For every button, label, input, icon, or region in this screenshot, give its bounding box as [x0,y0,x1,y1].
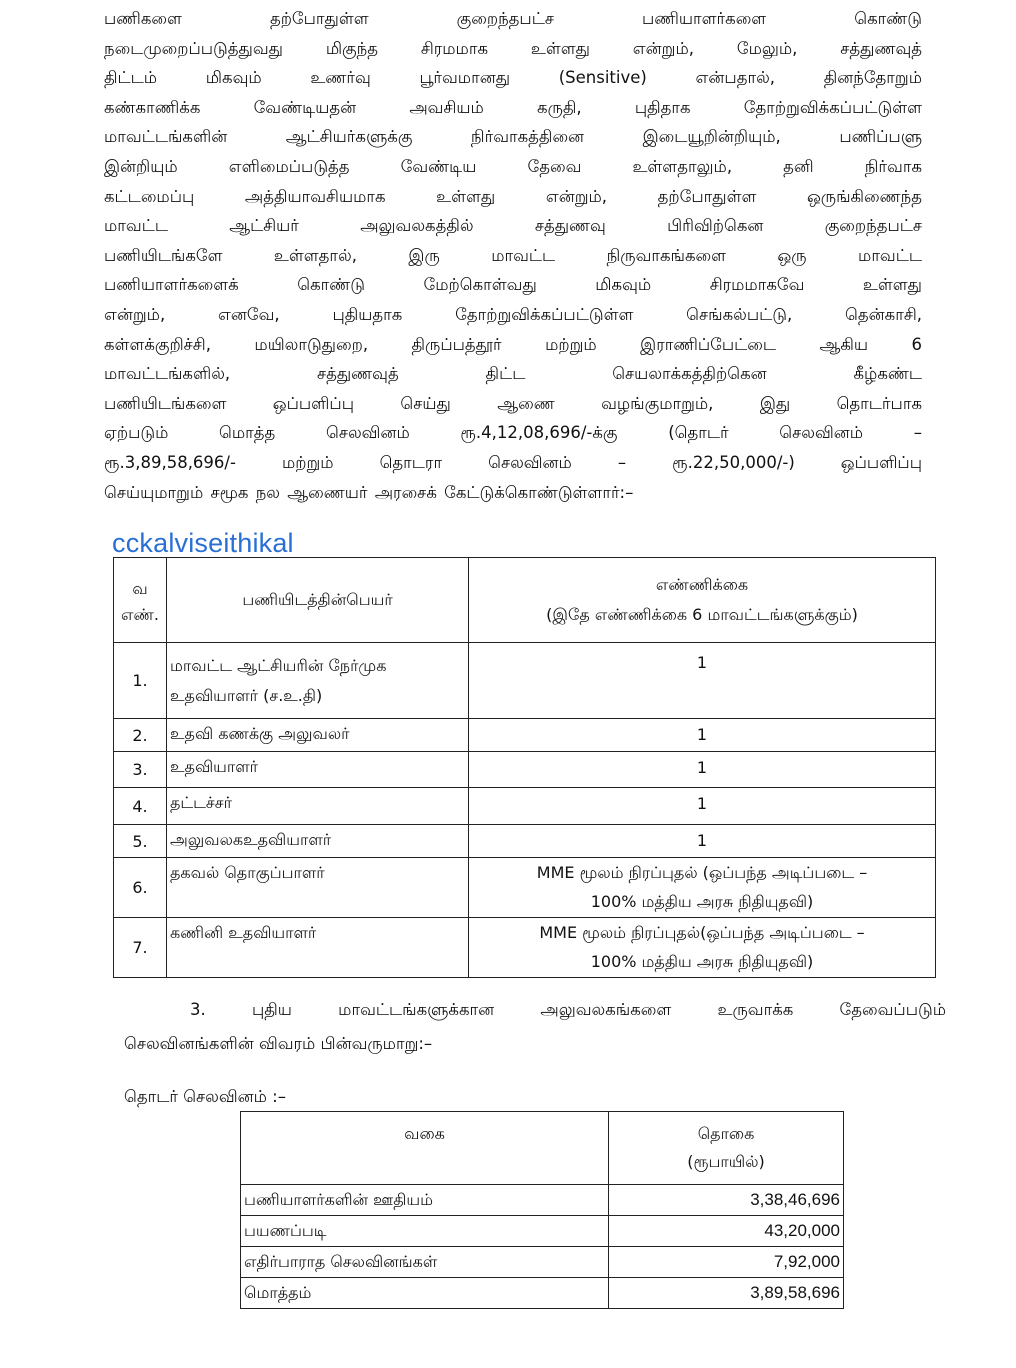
post-name-line1: கணினி உதவியாளர் [170,923,317,942]
post-count-line2: 100% மத்திய அரசு நிதியுதவி) [590,952,814,971]
post-count-line1: MME மூலம் நிரப்புதல்(ஒப்பந்த அடிப்படை – [539,923,865,942]
post-count-line2: 100% மத்திய அரசு நிதியுதவி) [590,892,814,911]
amount-header [609,1112,844,1185]
paragraph-line: நடைமுறைப்படுத்துவது மிகுந்த சிரமமாக உள்ளது என்றும், மேலும், சத்துணவுத் [104,38,922,58]
post-name-header: பணியிடத்தின்பெயர் [167,558,469,643]
body-paragraph [104,4,922,507]
post-count-line1: 1 [696,653,708,672]
post-count-line1: 1 [696,725,708,744]
paragraph-line: மாவட்டங்களில், சத்துணவுத் திட்ட செயலாக்கத்திற்கென கீழ்கண்ட [104,364,922,384]
post-name-line1: அலுவலகஉதவியாளர் [170,830,332,849]
post-count-cell [469,825,936,858]
paragraph-line: ரூ.3,89,58,696/- மற்றும் தொடரா செலவினம் – ரூ.22,50,000/-) ஒப்பளிப்பு [104,452,922,472]
post-name-line2: உதவியாளர் (ச.உ.தி) [170,686,323,705]
post-name-line1: தகவல் தொகுப்பாளர் [170,863,325,882]
expense-amount: 43,20,000 [609,1216,844,1247]
post-name-cell [167,858,469,918]
post-name-cell [167,752,469,788]
post-count-cell [469,752,936,788]
table-row [114,719,936,752]
paragraph-line: பணியாளர்களைக் கொண்டு மேற்கொள்வது மிகவும் சிரமமாகவே உள்ளது [104,275,922,295]
post-name-cell [167,918,469,978]
post-count-line1: 1 [696,831,708,850]
expense-amount: 7,92,000 [609,1247,844,1278]
expense-label: எதிர்பாராத செலவினங்கள் [241,1247,609,1278]
count-header [469,558,936,643]
row-number: 5. [114,825,167,858]
amount-header-line1: தொகை [697,1124,755,1143]
expense-label: பணியாளர்களின் ஊதியம் [241,1185,609,1216]
recurring-expense-heading: தொடர் செலவினம் :– [124,1087,286,1106]
paragraph-line: செய்யுமாறும் சமூக நல ஆணையர் அரசைக் கேட்டுக்கொண்டுள்ளார்:– [104,482,634,502]
count-header-line1: எண்ணிக்கை [655,575,749,594]
table-row [114,918,936,978]
post-name-line1: உதவி கணக்கு அலுவலர் [170,724,350,743]
table-row [114,858,936,918]
table-row [114,643,936,719]
table-row [114,825,936,858]
paragraph-line: திட்டம் மிகவும் உணர்வு பூர்வமானது (Sensitive) என்பதால், தினந்தோறும் [104,68,922,88]
post-count-cell [469,788,936,825]
post-name-cell [167,643,469,719]
section3-line2: செலவினங்களின் விவரம் பின்வருமாறு:– [124,1034,433,1053]
post-count-line1: MME மூலம் நிரப்புதல் (ஒப்பந்த அடிப்படை – [536,863,868,882]
row-number: 1. [114,643,167,719]
post-count-cell [469,719,936,752]
row-number: 3. [114,752,167,788]
serial-header-line1: வ [132,579,148,598]
section3-line1: 3. புதிய மாவட்டங்களுக்கான அலுவலகங்களை உருவாக்க தேவைப்படும் [190,1000,946,1019]
table-row [114,752,936,788]
paragraph-line: ஏற்படும் மொத்த செலவினம் ரூ.4,12,08,696/-க்கு (தொடர் செலவினம் – [104,423,922,443]
paragraph-line: கள்ளக்குறிச்சி, மயிலாடுதுறை, திருப்பத்தூர் மற்றும் இராணிப்பேட்டை ஆகிய 6 [104,334,922,354]
watermark-text: cckalviseithikal [112,528,294,558]
total-label: மொத்தம் [241,1278,609,1309]
row-number: 6. [114,858,167,918]
expense-amount: 3,38,46,696 [609,1185,844,1216]
count-header-line2: (இதே எண்ணிக்கை 6 மாவட்டங்களுக்கும்) [546,605,858,624]
table-row [241,1247,844,1278]
expense-type-header: வகை [241,1112,609,1185]
post-name-line1: தட்டச்சர் [170,793,232,812]
post-name-cell [167,788,469,825]
post-name-line1: மாவட்ட ஆட்சியரின் நேர்முக [170,656,387,675]
post-count-cell [469,643,936,719]
serial-header [114,558,167,643]
row-number: 7. [114,918,167,978]
paragraph-line: கட்டமைப்பு அத்தியாவசியமாக உள்ளது என்றும், தற்போதுள்ள ஒருங்கிணைந்த [104,186,922,206]
serial-header-line2: எண். [121,605,159,624]
post-name-cell [167,825,469,858]
paragraph-line: பணிகளை தற்போதுள்ள குறைந்தபட்ச பணியாளர்களை கொண்டு [104,9,922,28]
table-row [114,788,936,825]
paragraph-line: மாவட்டங்களின் ஆட்சியர்களுக்கு நிர்வாகத்தினை இடையூறின்றியும், பணிப்பளு [104,127,922,147]
cost-table [240,1111,844,1309]
paragraph-line: பணியிடங்களை ஒப்பளிப்பு செய்து ஆணை வழங்குமாறும், இது தொடர்பாக [104,393,922,413]
expense-label: பயணப்படி [241,1216,609,1247]
total-amount: 3,89,58,696 [609,1278,844,1309]
post-count-line1: 1 [696,758,708,777]
post-count-cell [469,918,936,978]
post-count-line1: 1 [696,794,708,813]
posts-table [113,557,936,978]
table-row [241,1278,844,1309]
post-count-cell [469,858,936,918]
posts-table-header [114,558,936,643]
row-number: 4. [114,788,167,825]
paragraph-line: இன்றியும் எளிமைப்படுத்த வேண்டிய தேவை உள்ளதாலும், தனி நிர்வாக [104,156,922,176]
paragraph-line: கண்காணிக்க வேண்டியதன் அவசியம் கருதி, புதிதாக தோற்றுவிக்கப்பட்டுள்ள [104,97,922,117]
row-number: 2. [114,719,167,752]
table-row [241,1185,844,1216]
table-row [241,1216,844,1247]
paragraph-line: மாவட்ட ஆட்சியர் அலுவலகத்தில் சத்துணவு பிரிவிற்கென குறைந்தபட்ச [104,216,922,236]
post-name-cell [167,719,469,752]
amount-header-line2: (ரூபாயில்) [687,1152,765,1171]
post-name-line1: உதவியாளர் [170,757,259,776]
cost-table-header [241,1112,844,1185]
paragraph-line: பணியிடங்களே உள்ளதால், இரு மாவட்ட நிருவாகங்களை ஒரு மாவட்ட [104,245,922,265]
paragraph-line: என்றும், எனவே, புதியதாக தோற்றுவிக்கப்பட்டுள்ள செங்கல்பட்டு, தென்காசி, [104,304,922,324]
